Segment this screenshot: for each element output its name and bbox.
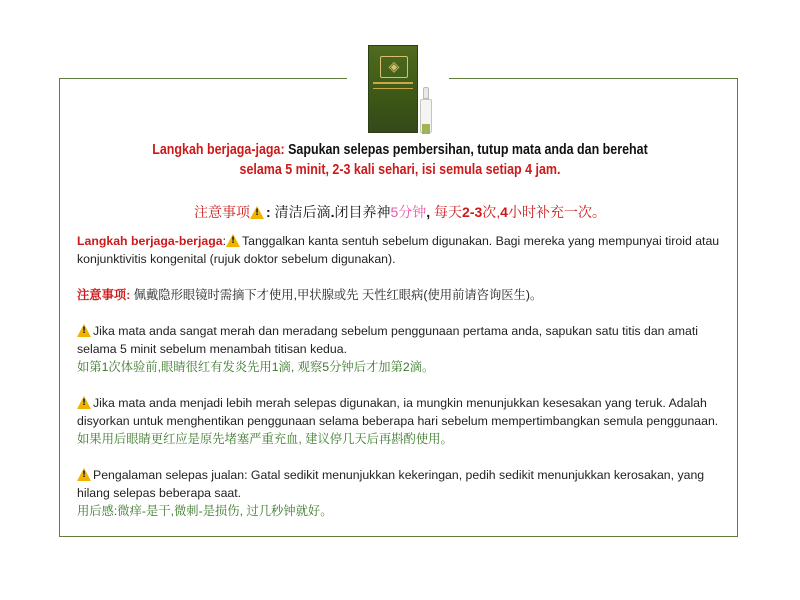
- cn-minutes: 5分钟: [390, 204, 427, 220]
- warning-icon: [77, 468, 91, 481]
- precaution-paragraph: [77, 232, 727, 268]
- bottle-body: [420, 99, 432, 133]
- experience-cn: 用后感:微痒-是干,微刺-是损伤, 过几秒钟就好。: [77, 504, 333, 518]
- precaution-colon: :: [222, 234, 226, 248]
- cn-comma: ,: [426, 204, 431, 220]
- redder-paragraph: [77, 394, 727, 448]
- experience-paragraph: [77, 466, 727, 520]
- bottle-cap: [423, 87, 429, 99]
- precaution-text: Tanggalkan kanta sentuh sebelum digunakan. Bagi mereka yang mempunyai tiroid atau konjunktivitis kongenital (rujuk doktor sebelum digunakan).: [77, 234, 720, 266]
- cn-text: 闭目养神: [334, 204, 391, 220]
- red-eyes-paragraph: [77, 322, 727, 376]
- red-eyes-cn: 如第1次体验前,眼睛很红有发炎先用1滴, 观察5分钟后才加第2滴。: [77, 360, 435, 374]
- warning-icon: [226, 234, 240, 247]
- bottle-label: [422, 124, 430, 134]
- cn-text: 小时补充一次。: [507, 204, 606, 220]
- cn-hours: 4: [500, 204, 508, 220]
- cn-times: 2-3: [462, 204, 483, 220]
- bottle-icon: [420, 87, 432, 133]
- headline: [125, 140, 675, 180]
- headline-label: Langkah berjaga-jaga:: [152, 142, 285, 158]
- cn-text: 每天: [430, 204, 463, 220]
- warning-icon: [77, 396, 91, 409]
- instructions-body: [77, 232, 727, 538]
- brand-logo-icon: ◈: [380, 56, 408, 78]
- precaution-cn-label: 注意事项:: [77, 288, 131, 302]
- cn-summary: [80, 202, 720, 222]
- warning-icon: [250, 206, 264, 219]
- precaution-cn-paragraph: [77, 286, 727, 304]
- cn-colon: :: [266, 204, 271, 220]
- warning-icon: [77, 324, 91, 337]
- redder-cn: 如果用后眼睛更红应是原先堵塞严重充血, 建议停几天后再斟酌使用。: [77, 432, 453, 446]
- precaution-label: Langkah berjaga-berjaga: [77, 234, 223, 248]
- headline-text: Sapukan selepas pembersihan, tutup mata anda dan berehat: [284, 142, 648, 158]
- cn-text: 清洁后滴: [270, 204, 331, 220]
- redder-text: Jika mata anda menjadi lebih merah selepas digunakan, ia mungkin menunjukkan kesesakan yang teruk. Adalah disyorkan untuk menghentikan penggunaan selama beberapa hari sebelum mempertimbangkan semula penggunaan.: [77, 396, 719, 428]
- cn-dot: .: [330, 204, 335, 220]
- red-eyes-text: Jika mata anda sangat merah dan meradang sebelum penggunaan pertama anda, sapukan satu titis dan amati selama 5 minit sebelum menambah titisan kedua.: [77, 324, 698, 356]
- cn-text: 次,: [482, 204, 501, 220]
- product-box: [368, 45, 418, 133]
- box-decoration: [373, 82, 413, 84]
- precaution-cn-text: 佩戴隐形眼镜时需摘下才使用,甲状腺或先 天性红眼病(使用前请咨询医生)。: [130, 288, 543, 302]
- cn-summary-label: 注意事项: [194, 204, 251, 220]
- box-decoration: [373, 88, 413, 89]
- experience-text: Pengalaman selepas jualan: Gatal sedikit menunjukkan kekeringan, pedih sedikit menunjukkan kerosakan, yang hilang selepas beberapa saat.: [77, 468, 705, 500]
- product-image: [368, 45, 443, 133]
- headline-line2: selama 5 minit, 2-3 kali sehari, isi semula setiap 4 jam.: [239, 162, 561, 178]
